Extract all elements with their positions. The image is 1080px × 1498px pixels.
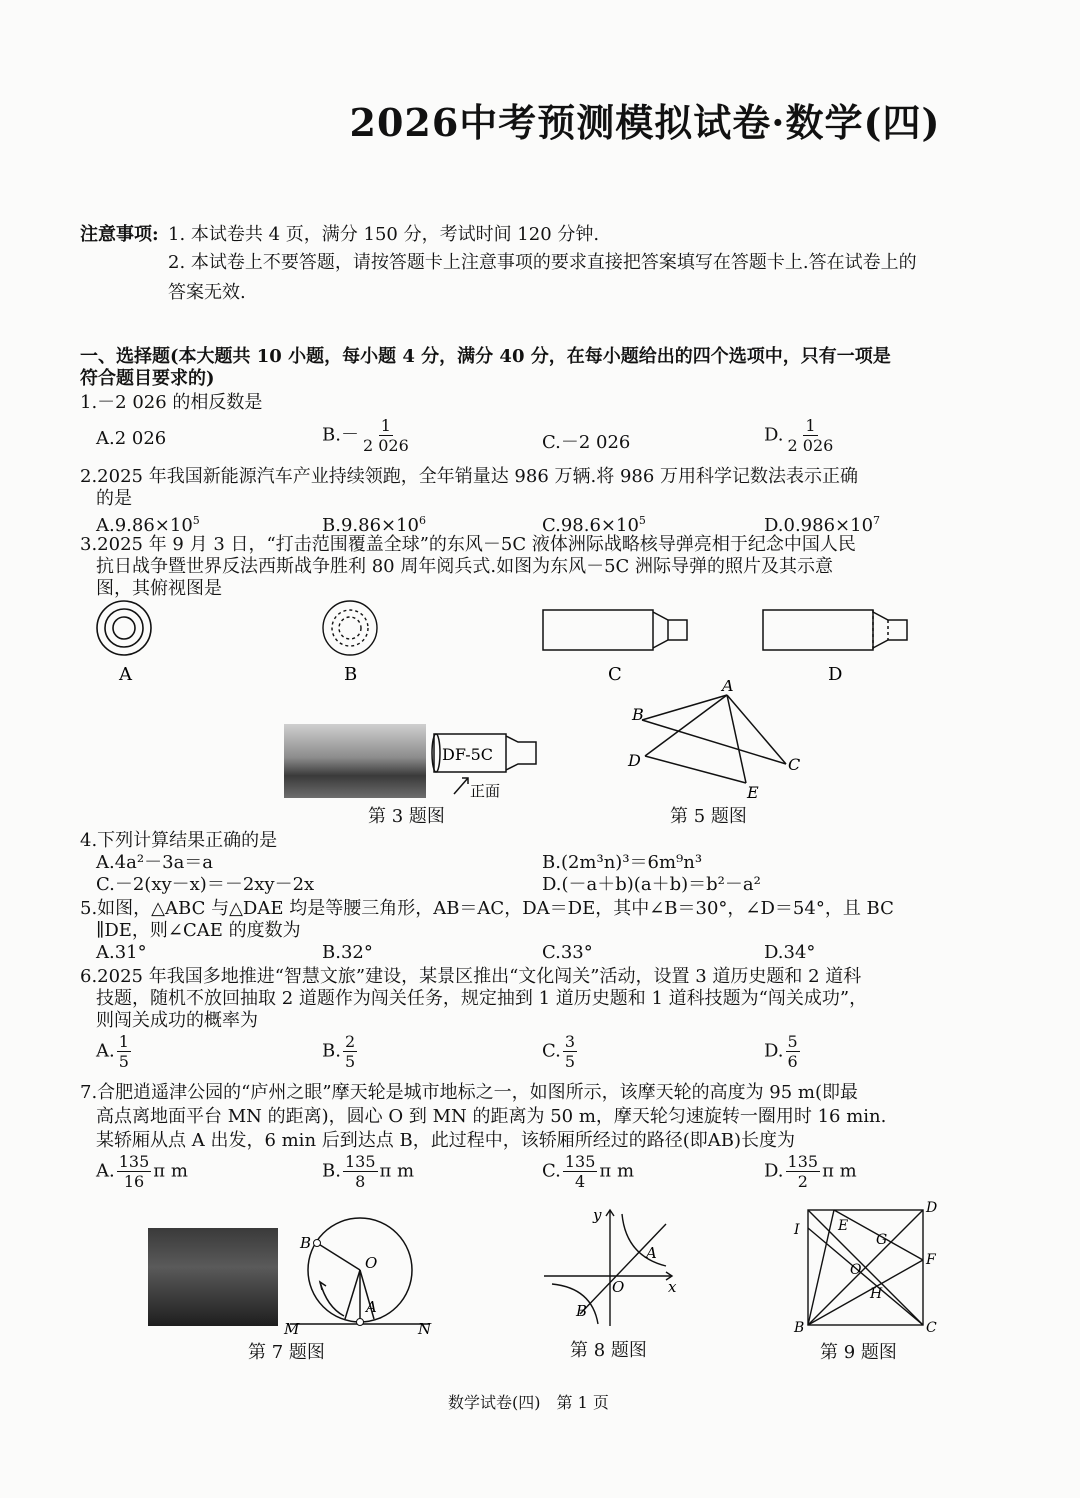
q3-missile-photo <box>284 724 426 798</box>
q8-label-o: O <box>612 1278 625 1296</box>
q6-option-c: C. $\frac{3}{5}$ <box>542 1032 576 1071</box>
q3-label-d: D <box>828 664 843 685</box>
q7-ferris-wheel-photo <box>148 1228 278 1326</box>
q5-stem-a: 5.如图，△ABC 与△DAE 均是等腰三角形，AB＝AC，DA＝DE，其中∠B＝30°，∠D＝54°，且 BC <box>80 898 894 919</box>
q5-point-a: A <box>722 680 734 695</box>
q9-point-o: O <box>850 1262 862 1278</box>
notice-line2b: 答案无效. <box>168 282 246 303</box>
q5-option-c: C.33° <box>542 942 593 963</box>
q6-option-d: D. $\frac{5}{6}$ <box>764 1032 798 1071</box>
q4-option-a: A.4a²－3a＝a <box>96 852 214 873</box>
q9-figure <box>786 1198 946 1338</box>
notice-line2a: 2. 本试卷上不要答题，请按答题卡上注意事项的要求直接把答案填写在答题卡上.答在试卷上的 <box>168 252 917 273</box>
q4-option-b: B.(2m³n)³＝6m⁹n³ <box>542 852 703 873</box>
q6-stem-a: 6.2025 年我国多地推进“智慧文旅”建设，某景区推出“文化闯关”活动，设置 3 道历史题和 2 道科 <box>80 966 862 987</box>
q6-option-b: B. $\frac{2}{5}$ <box>322 1032 356 1071</box>
q8-label-y: y <box>593 1206 602 1224</box>
q7-point-a: A <box>366 1298 377 1316</box>
q8-figure <box>540 1206 690 1331</box>
q5-caption: 第 5 题图 <box>670 806 747 827</box>
q7-point-n: N <box>418 1320 432 1337</box>
notice-line1: 1. 本试卷共 4 页，满分 150 分，考试时间 120 分钟. <box>168 224 600 245</box>
q2-stem-a: 2.2025 年我国新能源汽车产业持续领跑，全年销量达 986 万辆.将 986 万用科学记数法表示正确 <box>80 466 859 487</box>
q3-missile-label: DF-5C <box>442 745 494 764</box>
q1-option-a: A.2 026 <box>96 428 167 449</box>
q1-option-c: C.－2 026 <box>542 432 631 453</box>
q3-missile-sketch <box>426 726 546 802</box>
q7-option-d: D. $\frac{135}{2}$ π m <box>764 1152 857 1191</box>
q9-point-b: B <box>794 1320 805 1336</box>
q7-stem-a: 7.合肥逍遥津公园的“庐州之眼”摩天轮是城市地标之一，如图所示，该摩天轮的高度为 95 m(即最 <box>80 1082 859 1103</box>
q3-stem-c: 图，其俯视图是 <box>96 578 222 599</box>
q3-option-figures <box>90 598 990 688</box>
page-footer: 数学试卷(四) 第 1 页 <box>448 1393 609 1412</box>
q9-point-g: G <box>876 1232 888 1248</box>
q6-stem-b: 技题，随机不放回抽取 2 道题作为闯关任务，规定抽到 1 道历史题和 1 道科技题为“闯关成功”， <box>96 988 868 1009</box>
q8-point-b: B <box>576 1302 588 1320</box>
q8-point-a: A <box>646 1244 657 1262</box>
q7-point-b: B <box>300 1234 312 1252</box>
q7-stem-c: 某轿厢从点 A 出发，6 min 后到达点 B，此过程中，该轿厢所经过的路径(即AB)长度为 <box>96 1130 795 1151</box>
q1-option-d: D. $\frac{1}{2 026}$ <box>764 416 834 455</box>
q9-point-e: E <box>838 1218 849 1234</box>
q2-option-c: $C.98.6\times 10^5$ <box>542 514 646 536</box>
q5-stem-b: ∥DE，则∠CAE 的度数为 <box>96 920 301 941</box>
q8-label-x: x <box>668 1278 677 1296</box>
q3-figure-a <box>97 601 151 655</box>
q9-caption: 第 9 题图 <box>820 1342 897 1363</box>
q7-option-a: A. $\frac{135}{16}$ π m <box>96 1152 188 1191</box>
q3-figure-d <box>763 610 907 650</box>
q7-caption: 第 7 题图 <box>248 1342 325 1363</box>
q5-option-b: B.32° <box>322 942 373 963</box>
q2-option-a: $A.9.86\times 10^5$ <box>96 514 200 536</box>
q2-option-b: $B.9.86\times 10^6$ <box>322 514 427 536</box>
q9-point-i: I <box>794 1222 800 1238</box>
q5-point-c: C <box>788 755 801 774</box>
q5-figure <box>620 680 820 800</box>
q2-option-d: $D.0.986\times 10^7$ <box>764 514 881 536</box>
q1-option-b: B.－ $\frac{1}{2 026}$ <box>322 416 409 455</box>
q7-point-o: O <box>365 1254 378 1272</box>
q9-point-f: F <box>926 1252 936 1268</box>
q7-figure <box>282 1212 442 1337</box>
q1-stem: 1.－2 026 的相反数是 <box>80 392 263 413</box>
q7-option-c: C. $\frac{135}{4}$ π m <box>542 1152 635 1191</box>
q7-point-m: M <box>284 1320 300 1337</box>
q2-stem-b: 的是 <box>96 488 132 509</box>
section-heading-a: 一、选择题(本大题共 10 小题，每小题 4 分，满分 40 分，在每小题给出的四个选项中，只有一项是 <box>80 346 891 367</box>
notice-label: 注意事项: <box>80 224 159 245</box>
q6-option-a: A. $\frac{1}{5}$ <box>96 1032 129 1071</box>
q9-point-c: C <box>926 1320 937 1336</box>
q3-label-c: C <box>608 664 622 685</box>
q5-option-a: A.31° <box>96 942 147 963</box>
q3-stem-b: 抗日战争暨世界反法西斯战争胜利 80 周年阅兵式.如图为东风－5C 洲际导弹的照片及其示意 <box>96 556 834 577</box>
q3-figure-c <box>543 610 687 650</box>
q8-caption: 第 8 题图 <box>570 1340 647 1361</box>
q4-option-c: C.－2(xy－x)＝－2xy－2x <box>96 874 315 895</box>
q9-point-d: D <box>926 1200 938 1216</box>
q5-option-d: D.34° <box>764 942 816 963</box>
q5-point-d: D <box>628 751 641 770</box>
section-heading-b: 符合题目要求的) <box>80 368 215 389</box>
q3-front-label: 正面 <box>470 782 501 800</box>
page-title: 2026中考预测模拟试卷·数学(四) <box>349 100 941 145</box>
q4-option-d: D.(－a＋b)(a＋b)＝b²－a² <box>542 874 761 895</box>
q5-point-e: E <box>747 783 759 800</box>
q3-label-b: B <box>344 664 358 685</box>
q7-stem-b: 高点离地面平台 MN 的距离)，圆心 O 到 MN 的距离为 50 m，摩天轮匀速旋转一圈用时 16 min. <box>96 1106 887 1127</box>
q3-stem-a: 3.2025 年 9 月 3 日，“打击范围覆盖全球”的东风－5C 液体洲际战略核导弹亮相于纪念中国人民 <box>80 534 856 555</box>
q3-caption: 第 3 题图 <box>368 806 445 827</box>
q7-option-b: B. $\frac{135}{8}$ π m <box>322 1152 415 1191</box>
q5-point-b: B <box>632 705 644 724</box>
q4-stem: 4.下列计算结果正确的是 <box>80 830 278 851</box>
q3-figure-b <box>323 601 377 655</box>
q9-point-h: H <box>870 1286 883 1302</box>
q6-stem-c: 则闯关成功的概率为 <box>96 1010 258 1031</box>
q3-label-a: A <box>119 664 132 685</box>
